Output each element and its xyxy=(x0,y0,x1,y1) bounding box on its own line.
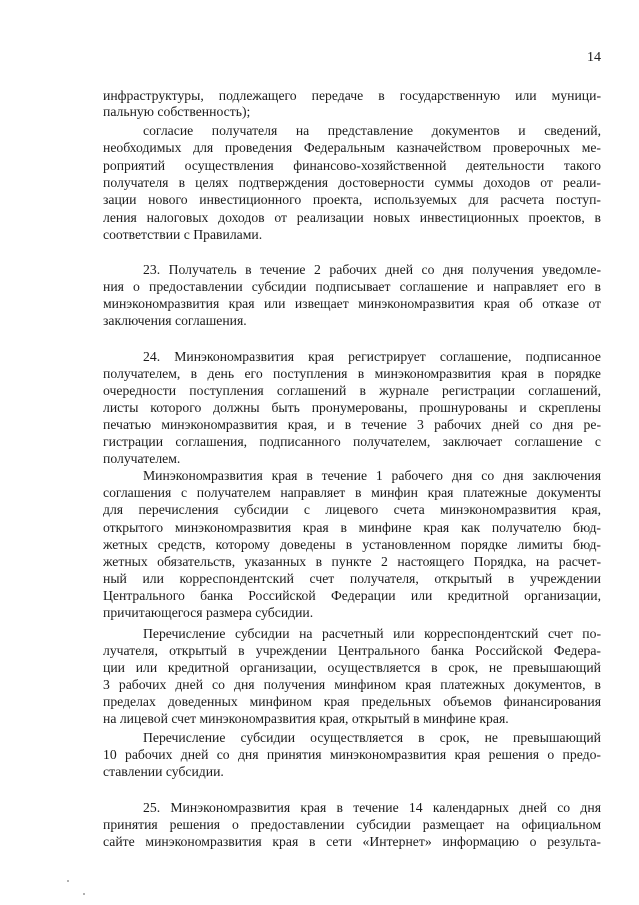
text-line: печатью минэкономразвития края, и в течение 3 рабочих дней со дня ре- xyxy=(103,417,601,432)
text-line: открытого минэкономразвития края в минфине края как получателю бюд- xyxy=(103,520,601,535)
scan-speck xyxy=(83,893,85,895)
text-line: заключения соглашения. xyxy=(103,313,247,328)
paragraph-24-line: 24. Минэкономразвития края регистрирует соглашение, подписанное xyxy=(143,349,601,364)
text-line: соответствии с Правилами. xyxy=(103,227,263,242)
text-line: 10 рабочих дней со дня принятия минэкономразвития края решения о предо- xyxy=(103,747,601,762)
text-line: инфраструктуры, подлежащего передаче в государственную или муници- xyxy=(103,88,601,103)
paragraph-23-line: 23. Получатель в течение 2 рабочих дней со дня получения уведомле- xyxy=(143,262,601,277)
text-line: ный или корреспондентский счет получателя, открытый в учреждении xyxy=(103,571,601,586)
text-line: листы которого должны быть пронумерованы, прошнурованы и скреплены xyxy=(103,400,601,415)
text-line: гистрации соглашения, подписанного получателем, заключает соглашение с xyxy=(103,434,601,449)
text-line: Минэкономразвития края в течение 1 рабочего дня со дня заключения xyxy=(143,468,601,483)
text-line: минэкономразвития края или извещает минэкономразвития края об отказе от xyxy=(103,296,601,311)
text-line: пределах доведенных минфином края предельных объемов финансирования xyxy=(103,694,601,709)
text-line: Перечисление субсидии на расчетный или корреспондентский счет по- xyxy=(143,626,601,641)
text-line: получателем. xyxy=(103,451,181,466)
text-line: пальную собственность); xyxy=(103,104,251,119)
text-line: согласие получателя на представление документов и сведений, xyxy=(143,123,601,138)
text-line: соглашения с получателем направляет в минфин края платежные документы xyxy=(103,485,601,500)
text-line: роприятий осуществления финансово-хозяйственной деятельности такого xyxy=(103,158,601,173)
text-line: сайте минэкономразвития края в сети «Интернет» информацию о результа- xyxy=(103,834,601,849)
scan-speck xyxy=(67,880,69,882)
text-line: ния о предоставлении субсидии подписывает соглашение и направляет его в xyxy=(103,279,601,294)
text-line: очередности поступления соглашений в журнале регистрации соглашений, xyxy=(103,383,601,398)
text-line: ставлении субсидии. xyxy=(103,764,224,779)
text-line: лучателя, открытый в учреждении Центрального банка Российской Федера- xyxy=(103,643,601,658)
text-line: для перечисления субсидии с лицевого счета минэкономразвития края, xyxy=(103,502,601,517)
text-line: получателя в целях подтверждения достоверности суммы доходов от реали- xyxy=(103,175,601,190)
text-line: Центрального банка Российской Федерации или кредитной организации, xyxy=(103,588,601,603)
text-line: на лицевой счет минэкономразвития края, открытый в минфине края. xyxy=(103,711,509,726)
text-line: причитающегося размера субсидии. xyxy=(103,605,314,620)
text-line: принятия решения о предоставлении субсидии размещает на официальном xyxy=(103,817,601,832)
page-number: 14 xyxy=(587,50,601,65)
text-line: жетных обязательств, указанных в пункте 2 настоящего Порядка, на расчет- xyxy=(103,554,601,569)
text-line: жетных средств, которому доведены в установленном порядке лимиты бюд- xyxy=(103,537,601,552)
paragraph-25-line: 25. Минэкономразвития края в течение 14 календарных дней со дня xyxy=(143,800,601,815)
text-line: 3 рабочих дней со дня получения минфином края платежных документов, в xyxy=(103,677,601,692)
text-line: ции или кредитной организации, осуществляется в срок, не превышающий xyxy=(103,660,601,675)
text-line: получателем, в день его поступления в минэкономразвития края в порядке xyxy=(103,366,601,381)
text-line: Перечисление субсидии осуществляется в срок, не превышающий xyxy=(143,730,601,745)
text-line: ления налоговых доходов от реализации новых инвестиционных проектов, в xyxy=(103,210,601,225)
text-line: зации нового инвестиционного проекта, используемых для расчета поступ- xyxy=(103,192,601,207)
text-line: необходимых для проведения Федеральным казначейством проверочных ме- xyxy=(103,140,601,155)
